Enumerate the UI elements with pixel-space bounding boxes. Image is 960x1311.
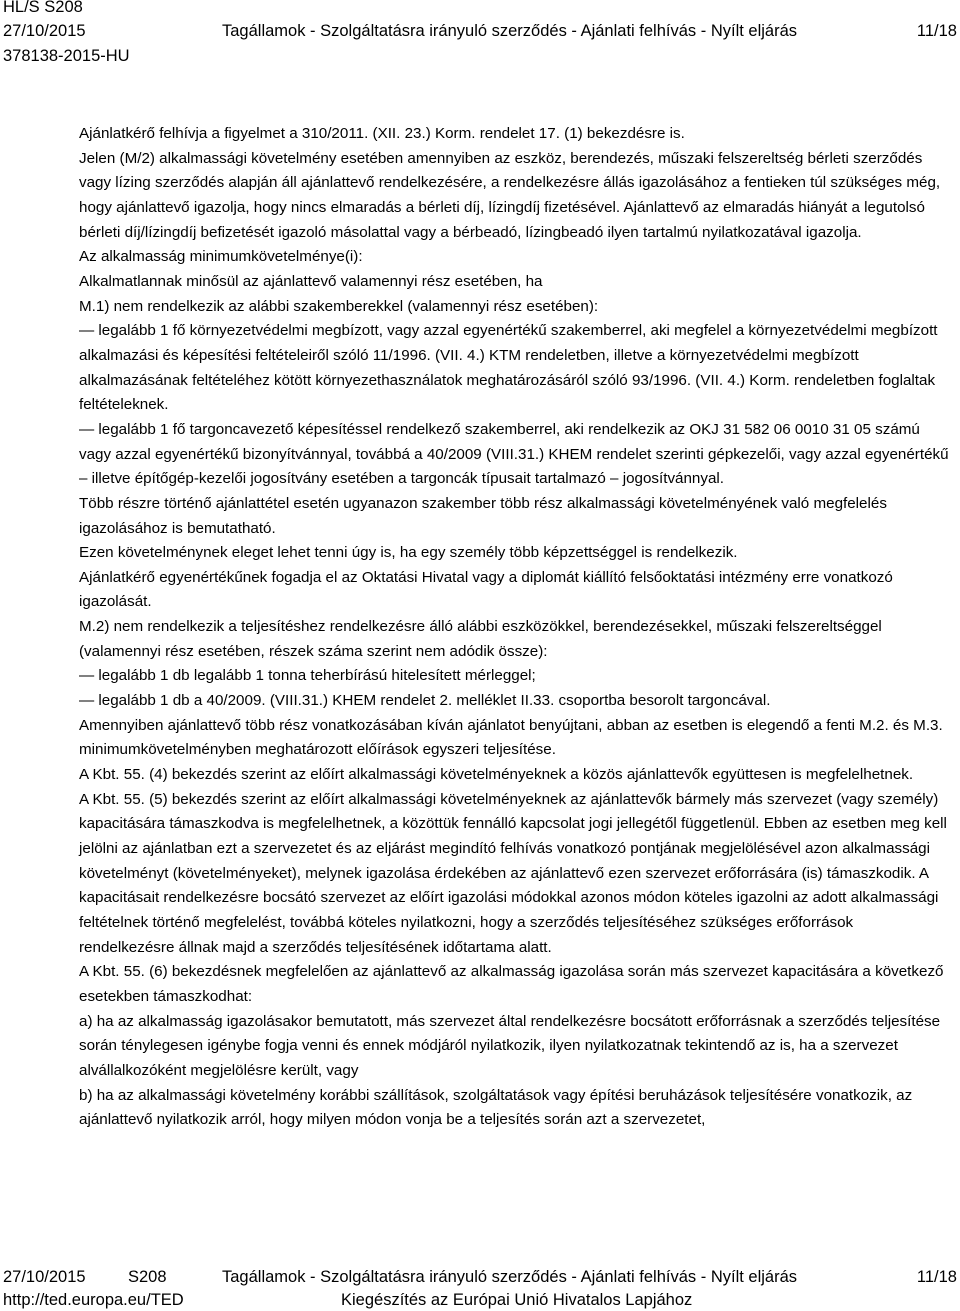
paragraph: b) ha az alkalmassági követelmény korábbi szállítások, szolgáltatások vagy építési beruházások teljesítésére vonatkozik, az ajánlattevő nyilatkozik arról, hogy milyen módon vonja be a teljesítés során azt a szervezetet, — [79, 1086, 913, 1129]
paragraph: A Kbt. 55. (6) bekezdésnek megfelelően az ajánlattevő az alkalmasság igazolása során más szervezet kapacitására a következő esetekben támaszkodhat: — [79, 963, 944, 1005]
footer-page-number: 11/18 — [916, 1268, 957, 1286]
document-body — [79, 122, 949, 1133]
notice-number: 378138-2015-HU — [3, 47, 130, 65]
paragraph: Alkalmatlannak minősül az ajánlattevő valamennyi rész esetében, ha — [79, 272, 543, 290]
paragraph: A Kbt. 55. (4) bekezdés szerint az előírt alkalmassági követelményeknek a közös ajánlattevők együttesen is megfelelhetnek. — [79, 766, 914, 784]
paragraph: Ajánlatkérő egyenértékűnek fogadja el az Oktatási Hivatal vagy a diplomát kiállító felsőoktatási intézmény erre vonatkozó igazolását. — [79, 568, 893, 611]
footer-publisher: Kiegészítés az Európai Unió Hivatalos Lapjához — [341, 1291, 693, 1309]
paragraph: — legalább 1 db a 40/2009. (VIII.31.) KHEM rendelet 2. melléklet II.33. csoportba besorolt targoncával. — [79, 692, 771, 710]
paragraph: Több részre történő ajánlattétel esetén ugyanazon szakember több rész alkalmassági követelményének való megfelelés igazolásához is bemutatható. — [79, 494, 887, 537]
paragraph: Amennyiben ajánlattevő több rész vonatkozásában kíván ajánlatot benyújtani, abban az esetben is elegendő a fenti M.2. és M.3. minimumkövetelményben meghatározott előírások egyszeri teljesítése. — [79, 716, 943, 759]
footer-date: 27/10/2015 — [3, 1268, 86, 1286]
header-page-number: 11/18 — [916, 22, 957, 40]
footer-code: S208 — [128, 1268, 167, 1286]
paragraph: M.2) nem rendelkezik a teljesítéshez rendelkezésre álló alábbi eszközökkel, berendezésekkel, műszaki felszereltséggel (valamennyi rész esetében, részek száma szerint nem adódik össze): — [79, 618, 882, 660]
footer-title: Tagállamok - Szolgáltatásra irányuló szerződés - Ajánlati felhívás - Nyílt eljárás — [222, 1268, 798, 1286]
footer-url: http://ted.europa.eu/TED — [3, 1291, 184, 1309]
header-title: Tagállamok - Szolgáltatásra irányuló szerződés - Ajánlati felhívás - Nyílt eljárás — [222, 22, 798, 40]
paragraph: a) ha az alkalmasság igazolásakor bemutatott, más szervezet által rendelkezésre bocsátott erőforrásnak a szerződés teljesítése során ténylegesen igénybe fogja venni és ennek módjáról nyilatkozik, ilyen nyilatkozatnak tekintendő az is, ha a szervezet alvállalkozóként megjelölésre került, vagy — [79, 1012, 941, 1079]
paragraph: — legalább 1 fő targoncavezető képesítéssel rendelkező szakemberrel, aki rendelkezik az OKJ 31 582 06 0010 31 05 számú vagy azzal egyenértékű bizonyítvánnyal, továbbá a 40/2009 (VIII.31.) KHEM rendelet szerinti gépkezelői, vagy azzal egyenértékű – illetve építőgép-kezelői jogosítvány esetében a targoncák típusait tartalmazó – jogosítvánnyal. — [79, 420, 949, 488]
paragraph: A Kbt. 55. (5) bekezdés szerint az előírt alkalmassági követelményeknek az ajánlattevők bármely más szervezet (vagy személy) kapacitására támaszkodva is megfelelhetnek, a közöttük fennálló kapcsolat jogi jellegétől függetlenül. Ebben az esetben meg kell jelölni az ajánlatban ezt a szervezetet és az eljárást megindító felhívás vonatkozó pontjának megjelölésével azon alkalmassági követelményt (követelményeket), melynek igazolása érdekében az ajánlattevő ezen szervezet erőforrására (is) támaszkodik. A kapacitásait rendelkezésre bocsátó szervezet az előírt igazolási módokkal azonos módon köteles igazolni az adott alkalmassági feltételnek történő megfelelést, továbbá köteles nyilatkozni, hogy a szerződés teljesítéséhez szükséges erőforrások rendelkezésre állnak majd a szerződés teljesítésének időtartama alatt. — [79, 790, 947, 956]
paragraph: Az alkalmasság minimumkövetelménye(i): — [79, 248, 363, 266]
page-header — [0, 0, 960, 66]
page-footer — [0, 1264, 960, 1311]
paragraph: — legalább 1 fő környezetvédelmi megbízott, vagy azzal egyenértékű szakemberrel, aki megfelel a környezetvédelmi megbízott alkalmazási és képesítési feltételeiről szóló 11/1996. (VII. 4.) KTM rendeletben, illetve a környezetvédelmi megbízott alkalmazásának feltételéhez kötött környezethasználatok meghatározásáról szóló 93/1996. (VII. 4.) Korm. rendeletben foglaltak feltételeknek. — [79, 322, 938, 414]
paragraph: — legalább 1 db legalább 1 tonna teherbírású hitelesített mérleggel; — [79, 667, 536, 685]
header-date: 27/10/2015 — [3, 22, 86, 40]
paragraph: Ezen követelménynek eleget lehet tenni úgy is, ha egy személy több képzettséggel is rendelkezik. — [79, 544, 738, 562]
paragraph: Ajánlatkérő felhívja a figyelmet a 310/2011. (XII. 23.) Korm. rendelet 17. (1) bekezdésre is. — [79, 125, 685, 142]
paragraph: M.1) nem rendelkezik az alábbi szakemberekkel (valamennyi rész esetében): — [79, 297, 599, 315]
doc-id: HL/S S208 — [3, 0, 83, 16]
paragraph: Jelen (M/2) alkalmassági követelmény esetében amennyiben az eszköz, berendezés, műszaki felszereltség bérleti szerződés vagy lízing szerződés alapján áll ajánlattevő rendelkezésére, a rendelkezésre állás igazolásához a fentieken túl szükséges még, hogy ajánlattevő igazolja, hogy nincs elmaradás a bérleti díj, lízingdíj fizetésével. Ajánlattevő az elmaradás hiányát a legutolsó bérleti díj/lízingdíj befizetését igazoló másolattal vagy a bérbeadó, lízingbeadó ilyen tartalmú nyilatkozatával igazolja. — [79, 149, 941, 241]
